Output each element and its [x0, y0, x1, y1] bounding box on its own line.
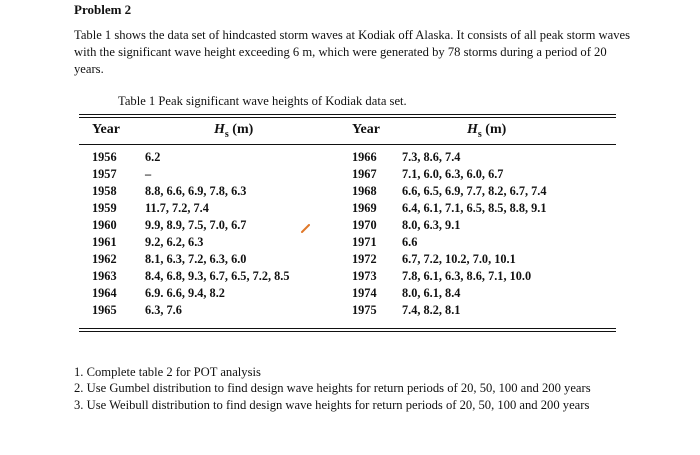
cell-year-right: 1966	[352, 150, 377, 164]
header-hs-left-symbol: H	[214, 122, 225, 137]
cell-year-right: 1968	[352, 184, 377, 198]
header-hs-right	[467, 122, 506, 140]
header-year-right: Year	[352, 122, 380, 137]
cell-heights-right: 6.6, 6.5, 6.9, 7.7, 8.2, 6.7, 7.4	[402, 184, 547, 198]
table-caption: Table 1 Peak significant wave heights of Kodiak data set.	[118, 94, 407, 108]
cell-year-left: 1961	[92, 235, 117, 249]
cell-heights-right: 7.3, 8.6, 7.4	[402, 150, 461, 164]
problem-title: Problem 2	[74, 2, 132, 17]
question-item: 3. Use Weibull distribution to find design wave heights for return periods of 20, 50, 100 and 200 years	[74, 397, 590, 412]
cell-year-right: 1970	[352, 218, 377, 232]
cell-heights-left: 6.2	[145, 150, 161, 164]
cell-heights-left: 6.9. 6.6, 9.4, 8.2	[145, 286, 225, 300]
cell-heights-left: 8.4, 6.8, 9.3, 6.7, 6.5, 7.2, 8.5	[145, 269, 290, 283]
header-hs-left-subscript: s	[224, 128, 229, 140]
pen-mark-icon	[301, 224, 310, 233]
cell-heights-left: 8.8, 6.6, 6.9, 7.8, 6.3	[145, 184, 247, 198]
cell-heights-left: 6.3, 7.6	[145, 303, 182, 317]
cell-year-left: 1965	[92, 303, 117, 317]
header-hs-right-unit: (m)	[481, 122, 507, 137]
cell-year-left: 1963	[92, 269, 117, 283]
cell-year-left: 1960	[92, 218, 117, 232]
cell-heights-right: 7.4, 8.2, 8.1	[402, 303, 461, 317]
cell-year-left: 1959	[92, 201, 117, 215]
cell-heights-right: 6.4, 6.1, 7.1, 6.5, 8.5, 8.8, 9.1	[402, 201, 547, 215]
cell-year-right: 1967	[352, 167, 377, 181]
header-hs-left	[214, 122, 253, 140]
problem-intro: Table 1 shows the data set of hindcasted storm waves at Kodiak off Alaska. It consists of all peak storm waves with the significant wave height exceeding 6 m, which were generated by 78 storms during a period of 20 years.	[74, 28, 631, 76]
question-item: 1. Complete table 2 for POT analysis	[74, 365, 261, 379]
cell-heights-right: 8.0, 6.1, 8.4	[402, 286, 461, 300]
header-hs-right-symbol: H	[467, 122, 478, 137]
cell-heights-right: 7.1, 6.0, 6.3, 6.0, 6.7	[402, 167, 504, 181]
cell-heights-right: 6.6	[402, 235, 418, 249]
header-hs-right-subscript: s	[477, 128, 482, 140]
cell-year-left: 1958	[92, 184, 117, 198]
cell-year-right: 1971	[352, 235, 377, 249]
question-item: 2. Use Gumbel distribution to find design wave heights for return periods of 20, 50, 100 and 200 years	[74, 381, 591, 396]
cell-heights-left: 11.7, 7.2, 7.4	[145, 201, 209, 215]
cell-year-left: 1957	[92, 167, 117, 181]
cell-heights-left: 9.2, 6.2, 6.3	[145, 235, 204, 249]
cell-heights-left: 8.1, 6.3, 7.2, 6.3, 6.0	[145, 252, 247, 266]
cell-heights-left: –	[145, 167, 152, 181]
table-bottom-rule	[79, 328, 616, 329]
header-hs-left-unit: (m)	[228, 122, 254, 137]
cell-heights-left: 9.9, 8.9, 7.5, 7.0, 6.7	[145, 218, 247, 232]
cell-year-right: 1974	[352, 286, 377, 300]
cell-heights-right: 6.7, 7.2, 10.2, 7.0, 10.1	[402, 252, 516, 266]
cell-heights-right: 8.0, 6.3, 9.1	[402, 218, 461, 232]
cell-heights-right: 7.8, 6.1, 6.3, 8.6, 7.1, 10.0	[402, 269, 532, 283]
questions-list	[74, 364, 634, 413]
cell-year-right: 1969	[352, 201, 377, 215]
cell-year-right: 1975	[352, 303, 377, 317]
table-top-rule	[79, 114, 616, 115]
cell-year-right: 1972	[352, 252, 377, 266]
cell-year-right: 1973	[352, 269, 377, 283]
table-header-rule	[79, 144, 616, 145]
pen-mark-stroke	[302, 225, 309, 232]
cell-year-left: 1962	[92, 252, 117, 266]
cell-year-left: 1964	[92, 286, 117, 300]
cell-year-left: 1956	[92, 150, 117, 164]
table-top-rule-double	[79, 117, 616, 118]
table-bottom-rule-double	[79, 331, 616, 332]
header-year-left: Year	[92, 122, 120, 137]
